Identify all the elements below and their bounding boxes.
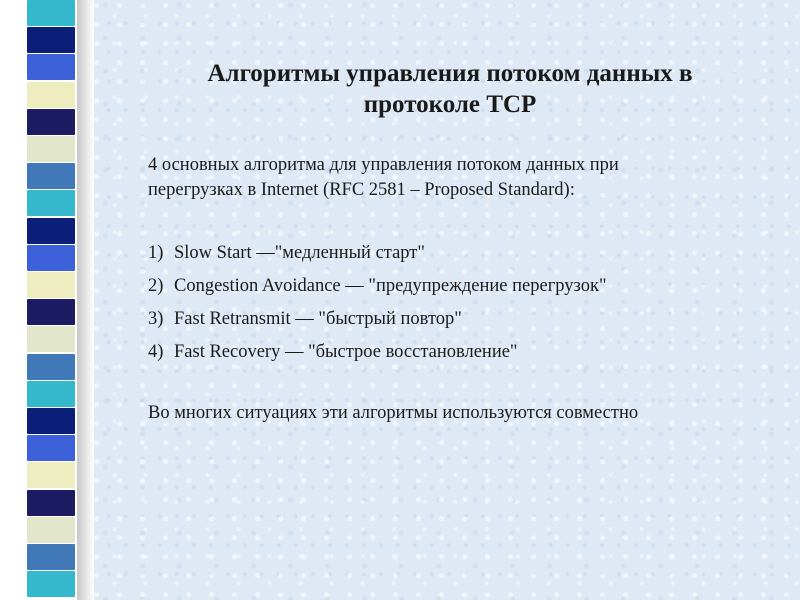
- decorative-stripe: [27, 109, 75, 135]
- list-item-text: Congestion Avoidance — "предупреждение перегрузок": [174, 276, 607, 296]
- decorative-stripe: [27, 381, 75, 407]
- list-item: [148, 237, 768, 270]
- decorative-stripe: [27, 571, 75, 597]
- algorithm-list: [148, 237, 768, 369]
- intro-line-1: 4 основных алгоритма для управления потоком данных при: [148, 155, 619, 175]
- decorative-stripe: [27, 435, 75, 461]
- decorative-stripe: [27, 190, 75, 216]
- slide-title-line-1: Алгоритмы управления потоком данных в: [207, 60, 693, 87]
- list-item-number: 4): [148, 342, 164, 362]
- decorative-stripe: [27, 82, 75, 108]
- conclusion-text: Во многих ситуациях эти алгоритмы используются совместно: [148, 403, 639, 423]
- list-item-number: 2): [148, 276, 164, 296]
- decorative-stripe: [27, 136, 75, 162]
- list-item: [148, 336, 768, 369]
- decorative-stripe: [27, 299, 75, 325]
- slide-body: [148, 153, 768, 424]
- decorative-stripe: [27, 490, 75, 516]
- intro-line-2: перегрузках в Internet (RFC 2581 – Proposed Standard):: [148, 180, 575, 200]
- decorative-stripe: [27, 218, 75, 244]
- decorative-stripe: [27, 354, 75, 380]
- list-item-number: 3): [148, 309, 164, 329]
- decorative-stripe: [27, 54, 75, 80]
- decorative-stripe: [27, 517, 75, 543]
- decorative-stripe: [27, 408, 75, 434]
- list-item-text: Fast Retransmit — "быстрый повтор": [174, 309, 462, 329]
- stripe-bar-shadow: [77, 0, 94, 600]
- intro-paragraph: [148, 153, 768, 203]
- decorative-stripe: [27, 544, 75, 570]
- list-item: [148, 270, 768, 303]
- decorative-stripe: [27, 272, 75, 298]
- decorative-stripe: [27, 462, 75, 488]
- slide-title-line-2: протоколе TCP: [363, 91, 537, 118]
- decorative-stripe: [27, 326, 75, 352]
- slide-title: [140, 58, 760, 120]
- list-item-text: Slow Start —"медленный старт": [174, 243, 425, 263]
- decorative-stripe: [27, 245, 75, 271]
- list-item-number: 1): [148, 243, 164, 263]
- decorative-stripe: [27, 163, 75, 189]
- list-item: [148, 303, 768, 336]
- list-item-text: Fast Recovery — "быстрое восстановление": [174, 342, 518, 362]
- decorative-stripe-bar: [0, 0, 94, 600]
- decorative-stripe: [27, 27, 75, 53]
- decorative-stripe: [27, 0, 75, 26]
